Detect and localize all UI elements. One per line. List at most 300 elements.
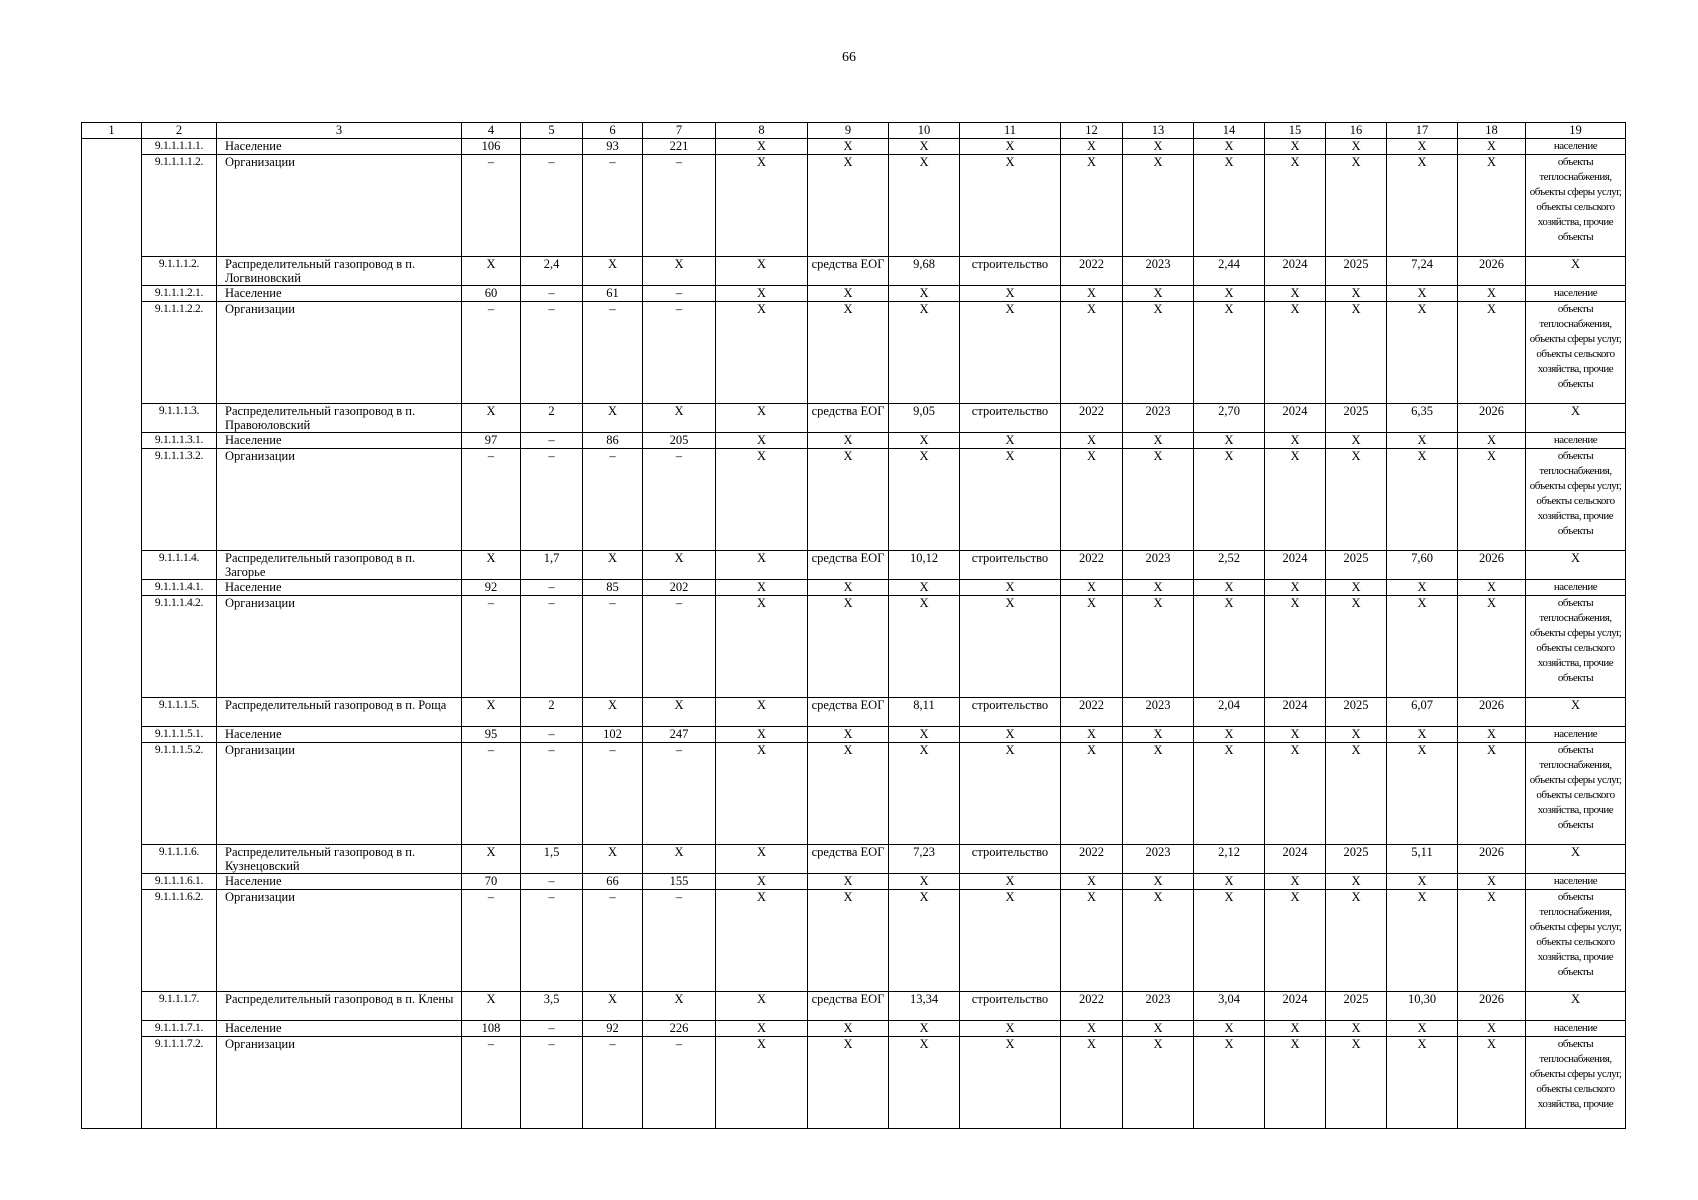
table-cell: 2025 xyxy=(1326,257,1387,286)
table-cell: – xyxy=(521,580,583,596)
table-cell: Х xyxy=(1265,596,1326,698)
table-cell: Х xyxy=(808,286,889,302)
table-cell: Х xyxy=(1387,596,1458,698)
table-cell: Х xyxy=(960,727,1061,743)
table-row xyxy=(82,743,1626,845)
table-cell: Х xyxy=(643,992,716,1021)
table-cell: 5,11 xyxy=(1387,845,1458,874)
table-cell: Х xyxy=(1387,580,1458,596)
table-cell: 2026 xyxy=(1458,845,1526,874)
row-code: 9.1.1.1.5.2. xyxy=(142,743,217,845)
table-cell: Х xyxy=(1326,580,1387,596)
table-row xyxy=(82,1037,1626,1129)
table-cell: – xyxy=(462,1037,521,1129)
table-cell: 10,12 xyxy=(889,551,960,580)
table-cell: Х xyxy=(716,286,808,302)
table-cell: Х xyxy=(716,302,808,404)
table-row xyxy=(82,874,1626,890)
table-cell: Х xyxy=(889,1037,960,1129)
table-cell: Х xyxy=(1458,580,1526,596)
row-code: 9.1.1.1.7.1. xyxy=(142,1021,217,1037)
table-cell: Х xyxy=(1326,1037,1387,1129)
table-cell: Х xyxy=(1387,890,1458,992)
table-cell: Х xyxy=(1265,155,1326,257)
table-cell: Х xyxy=(716,449,808,551)
table-cell: Х xyxy=(1123,302,1194,404)
table-cell: средства ЕОГ xyxy=(808,845,889,874)
table-cell: – xyxy=(643,155,716,257)
table-cell: Х xyxy=(1326,743,1387,845)
row-name: Организации xyxy=(217,302,462,404)
table-row xyxy=(82,449,1626,551)
row-code: 9.1.1.1.3.1. xyxy=(142,433,217,449)
table-cell: – xyxy=(643,302,716,404)
table-row xyxy=(82,551,1626,580)
table-cell: Х xyxy=(1526,845,1626,874)
row-name: Население xyxy=(217,580,462,596)
table-cell: 7,23 xyxy=(889,845,960,874)
table-cell: – xyxy=(462,302,521,404)
table-cell: – xyxy=(462,743,521,845)
table-row xyxy=(82,992,1626,1021)
table-row xyxy=(82,433,1626,449)
table-cell: Х xyxy=(1387,433,1458,449)
table-cell: Х xyxy=(1061,596,1123,698)
table-cell: Х xyxy=(716,580,808,596)
header-cell: 9 xyxy=(808,123,889,139)
header-cell: 8 xyxy=(716,123,808,139)
table-cell: Х xyxy=(1123,580,1194,596)
table-cell: 97 xyxy=(462,433,521,449)
table-cell: Х xyxy=(1265,890,1326,992)
table-cell: Х xyxy=(1265,727,1326,743)
table-cell: 95 xyxy=(462,727,521,743)
header-cell: 5 xyxy=(521,123,583,139)
table-cell: 2026 xyxy=(1458,992,1526,1021)
row-name: Распределительный газопровод в п. Роща xyxy=(217,698,462,727)
table-cell: Х xyxy=(1194,890,1265,992)
table-cell: – xyxy=(521,1021,583,1037)
table-cell: Х xyxy=(889,874,960,890)
table-cell: 6,35 xyxy=(1387,404,1458,433)
table-cell: Х xyxy=(1387,1037,1458,1129)
table-cell: 2024 xyxy=(1265,404,1326,433)
table-cell: Х xyxy=(1458,433,1526,449)
table-cell: Х xyxy=(716,890,808,992)
row-code: 9.1.1.1.2.1. xyxy=(142,286,217,302)
table-cell: Х xyxy=(1326,139,1387,155)
table-cell: Х xyxy=(583,551,643,580)
table-cell: 60 xyxy=(462,286,521,302)
table-cell: Х xyxy=(960,1021,1061,1037)
header-cell: 1 xyxy=(82,123,142,139)
row-code: 9.1.1.1.7.2. xyxy=(142,1037,217,1129)
row-code: 9.1.1.1.4.1. xyxy=(142,580,217,596)
table-cell: Х xyxy=(960,155,1061,257)
table-row xyxy=(82,302,1626,404)
table-cell: 6,07 xyxy=(1387,698,1458,727)
table-cell: 2025 xyxy=(1326,992,1387,1021)
row-code: 9.1.1.1.3.2. xyxy=(142,449,217,551)
table-cell: – xyxy=(643,1037,716,1129)
table-cell: Х xyxy=(808,449,889,551)
table-cell: Х xyxy=(716,727,808,743)
table-cell: строительство xyxy=(960,845,1061,874)
table-cell: 93 xyxy=(583,139,643,155)
row-name: Организации xyxy=(217,155,462,257)
table-cell: 70 xyxy=(462,874,521,890)
table-row xyxy=(82,845,1626,874)
table-row xyxy=(82,1021,1626,1037)
row-name: Население xyxy=(217,139,462,155)
table-cell: население xyxy=(1526,580,1626,596)
table-cell: Х xyxy=(1194,433,1265,449)
table-cell: Х xyxy=(1061,727,1123,743)
table-cell: Х xyxy=(889,727,960,743)
table-cell: – xyxy=(521,596,583,698)
table-cell: Х xyxy=(462,845,521,874)
table-cell: 61 xyxy=(583,286,643,302)
table-cell: Х xyxy=(1123,155,1194,257)
table-cell: Х xyxy=(716,698,808,727)
table-cell: Х xyxy=(1265,433,1326,449)
table-row xyxy=(82,890,1626,992)
row-name: Организации xyxy=(217,449,462,551)
table-row xyxy=(82,257,1626,286)
data-table xyxy=(81,122,1626,1129)
table-cell: 202 xyxy=(643,580,716,596)
table-cell: – xyxy=(643,286,716,302)
table-cell: 221 xyxy=(643,139,716,155)
table-cell: Х xyxy=(1194,580,1265,596)
table-cell: средства ЕОГ xyxy=(808,257,889,286)
table-cell: 7,24 xyxy=(1387,257,1458,286)
table-cell: средства ЕОГ xyxy=(808,551,889,580)
table-cell: 9,05 xyxy=(889,404,960,433)
table-cell: Х xyxy=(1326,890,1387,992)
table-cell: средства ЕОГ xyxy=(808,404,889,433)
table-cell: Х xyxy=(1194,1037,1265,1129)
table-cell: 2,70 xyxy=(1194,404,1265,433)
row-name: Население xyxy=(217,286,462,302)
table-row xyxy=(82,404,1626,433)
table-cell: 85 xyxy=(583,580,643,596)
table-row xyxy=(82,698,1626,727)
table-cell: Х xyxy=(889,286,960,302)
table-cell: строительство xyxy=(960,404,1061,433)
row-code: 9.1.1.1.6. xyxy=(142,845,217,874)
table-cell: Х xyxy=(1061,1021,1123,1037)
table-cell: Х xyxy=(1194,874,1265,890)
header-cell: 14 xyxy=(1194,123,1265,139)
table-cell: Х xyxy=(960,302,1061,404)
table-cell: Х xyxy=(1458,302,1526,404)
table-cell: Х xyxy=(1194,155,1265,257)
table-cell: – xyxy=(583,302,643,404)
table-cell: Х xyxy=(643,404,716,433)
table-cell: Х xyxy=(1458,1021,1526,1037)
table-cell: Х xyxy=(960,139,1061,155)
table-cell: 2023 xyxy=(1123,257,1194,286)
table-cell: Х xyxy=(1458,1037,1526,1129)
table-cell: Х xyxy=(808,139,889,155)
table-cell: Х xyxy=(583,845,643,874)
table-cell: Х xyxy=(1061,139,1123,155)
table-cell: – xyxy=(643,449,716,551)
table-cell: Х xyxy=(808,727,889,743)
table-cell: 3,5 xyxy=(521,992,583,1021)
table-cell: Х xyxy=(462,992,521,1021)
table-cell: 2022 xyxy=(1061,992,1123,1021)
row-code: 9.1.1.1.1.2. xyxy=(142,155,217,257)
table-cell: 92 xyxy=(462,580,521,596)
table-cell: Х xyxy=(1387,155,1458,257)
table-cell: население xyxy=(1526,1021,1626,1037)
table-cell: Х xyxy=(808,155,889,257)
table-cell: Х xyxy=(716,1021,808,1037)
table-cell: – xyxy=(521,890,583,992)
table-cell: Х xyxy=(1326,433,1387,449)
table-cell: Х xyxy=(643,845,716,874)
table-cell: – xyxy=(521,1037,583,1129)
table-cell: Х xyxy=(1123,286,1194,302)
table-cell: – xyxy=(643,890,716,992)
table-cell: 7,60 xyxy=(1387,551,1458,580)
table-cell: Х xyxy=(1526,257,1626,286)
table-cell: – xyxy=(583,596,643,698)
header-cell: 7 xyxy=(643,123,716,139)
table-cell: Х xyxy=(1458,596,1526,698)
row-name: Население xyxy=(217,727,462,743)
table-cell: 247 xyxy=(643,727,716,743)
table-cell: 2025 xyxy=(1326,404,1387,433)
table-cell: Х xyxy=(583,698,643,727)
table-cell: Х xyxy=(1265,580,1326,596)
table-cell: – xyxy=(521,449,583,551)
table-cell: – xyxy=(462,596,521,698)
table-row xyxy=(82,596,1626,698)
row-name: Население xyxy=(217,433,462,449)
table-cell: Х xyxy=(960,580,1061,596)
table-cell: 102 xyxy=(583,727,643,743)
table-cell: – xyxy=(462,155,521,257)
table-cell: 10,30 xyxy=(1387,992,1458,1021)
table-cell: Х xyxy=(1326,302,1387,404)
table-cell: Х xyxy=(1387,874,1458,890)
table-cell: Х xyxy=(1194,139,1265,155)
table-cell: 2023 xyxy=(1123,551,1194,580)
table-cell: Х xyxy=(1123,1021,1194,1037)
table-cell: Х xyxy=(1194,302,1265,404)
header-cell: 19 xyxy=(1526,123,1626,139)
table-cell: 226 xyxy=(643,1021,716,1037)
row-code: 9.1.1.1.5.1. xyxy=(142,727,217,743)
table-cell: Х xyxy=(960,433,1061,449)
table-cell: 2026 xyxy=(1458,551,1526,580)
table-cell: – xyxy=(462,449,521,551)
table-cell: Х xyxy=(1061,743,1123,845)
header-cell: 11 xyxy=(960,123,1061,139)
table-cell: 3,04 xyxy=(1194,992,1265,1021)
table-cell: – xyxy=(583,1037,643,1129)
table-cell: Х xyxy=(1458,743,1526,845)
table-cell: Х xyxy=(960,874,1061,890)
table-cell: 9,68 xyxy=(889,257,960,286)
table-cell: Х xyxy=(808,874,889,890)
row-name: Распределительный газопровод в п. Загорье xyxy=(217,551,462,580)
row-name: Распределительный газопровод в п. Правоюловский xyxy=(217,404,462,433)
table-cell: 2024 xyxy=(1265,257,1326,286)
header-cell: 18 xyxy=(1458,123,1526,139)
table-cell: 2022 xyxy=(1061,551,1123,580)
row-name: Население xyxy=(217,1021,462,1037)
table-cell: Х xyxy=(1526,551,1626,580)
table-cell: Х xyxy=(1387,1021,1458,1037)
table-body xyxy=(82,123,1626,1129)
table-cell: 2022 xyxy=(1061,404,1123,433)
table-cell: Х xyxy=(889,890,960,992)
table-cell: Х xyxy=(1061,1037,1123,1129)
table-cell: объекты теплоснабжения, объекты сферы услуг, объекты сельского хозяйства, прочие объекты xyxy=(1526,155,1626,257)
table-cell: Х xyxy=(716,551,808,580)
table-cell: Х xyxy=(1061,286,1123,302)
header-cell: 3 xyxy=(217,123,462,139)
table-cell: население xyxy=(1526,433,1626,449)
table-cell: Х xyxy=(1123,433,1194,449)
table-cell: Х xyxy=(889,449,960,551)
header-cell: 2 xyxy=(142,123,217,139)
table-cell: 2,4 xyxy=(521,257,583,286)
table-cell: – xyxy=(583,449,643,551)
table-cell: объекты теплоснабжения, объекты сферы услуг, объекты сельского хозяйства, прочие объекты xyxy=(1526,596,1626,698)
row-name: Распределительный газопровод в п. Логвиновский xyxy=(217,257,462,286)
table-cell: 106 xyxy=(462,139,521,155)
table-cell: Х xyxy=(960,286,1061,302)
table-cell: Х xyxy=(1265,1037,1326,1129)
table-cell: – xyxy=(643,596,716,698)
table-cell: 2024 xyxy=(1265,698,1326,727)
table-cell: Х xyxy=(960,890,1061,992)
table-cell: Х xyxy=(1061,433,1123,449)
header-cell: 10 xyxy=(889,123,960,139)
table-cell: объекты теплоснабжения, объекты сферы услуг, объекты сельского хозяйства, прочие объекты xyxy=(1526,302,1626,404)
row-name: Организации xyxy=(217,1037,462,1129)
row-code: 9.1.1.1.2. xyxy=(142,257,217,286)
table-cell: Х xyxy=(462,551,521,580)
table-cell: Х xyxy=(1061,874,1123,890)
table-cell: Х xyxy=(1387,302,1458,404)
table-cell: Х xyxy=(1265,874,1326,890)
table-cell: Х xyxy=(960,596,1061,698)
table-row xyxy=(82,286,1626,302)
header-cell: 4 xyxy=(462,123,521,139)
table-cell: 2,52 xyxy=(1194,551,1265,580)
table-cell: Х xyxy=(1123,596,1194,698)
row-code: 9.1.1.1.6.1. xyxy=(142,874,217,890)
table-cell: Х xyxy=(960,743,1061,845)
table-cell: объекты теплоснабжения, объекты сферы услуг, объекты сельского хозяйства, прочие объекты xyxy=(1526,449,1626,551)
table-cell: Х xyxy=(808,596,889,698)
table-cell: 8,11 xyxy=(889,698,960,727)
table-cell: Х xyxy=(1123,874,1194,890)
table-cell: Х xyxy=(643,257,716,286)
table-cell: Х xyxy=(889,155,960,257)
table-cell: 108 xyxy=(462,1021,521,1037)
table-cell: Х xyxy=(1194,286,1265,302)
table-cell: Х xyxy=(1458,727,1526,743)
table-cell: 66 xyxy=(583,874,643,890)
table-cell: 92 xyxy=(583,1021,643,1037)
header-cell: 16 xyxy=(1326,123,1387,139)
row-code: 9.1.1.1.5. xyxy=(142,698,217,727)
table-cell: 2 xyxy=(521,404,583,433)
table-cell: население xyxy=(1526,874,1626,890)
table-cell: Х xyxy=(1061,580,1123,596)
table-cell: Х xyxy=(583,992,643,1021)
table-cell: – xyxy=(521,302,583,404)
table-cell: 2022 xyxy=(1061,698,1123,727)
table-cell: Х xyxy=(1123,1037,1194,1129)
table-cell: 2022 xyxy=(1061,257,1123,286)
row-code: 9.1.1.1.2.2. xyxy=(142,302,217,404)
row-name: Распределительный газопровод в п. Клены xyxy=(217,992,462,1021)
table-cell: Х xyxy=(960,449,1061,551)
table-cell xyxy=(521,139,583,155)
header-cell: 6 xyxy=(583,123,643,139)
table-cell: 2025 xyxy=(1326,845,1387,874)
header-cell: 17 xyxy=(1387,123,1458,139)
table-cell: 2,04 xyxy=(1194,698,1265,727)
table-cell: 1,7 xyxy=(521,551,583,580)
table-cell: объекты теплоснабжения, объекты сферы услуг, объекты сельского хозяйства, прочие объекты xyxy=(1526,743,1626,845)
table-cell: Х xyxy=(889,433,960,449)
table-cell: Х xyxy=(889,139,960,155)
table-cell: Х xyxy=(643,698,716,727)
table-cell: 2023 xyxy=(1123,404,1194,433)
table-cell: Х xyxy=(716,874,808,890)
table-cell: Х xyxy=(1061,890,1123,992)
table-cell: 2024 xyxy=(1265,845,1326,874)
table-cell: Х xyxy=(1326,727,1387,743)
table-cell: Х xyxy=(1123,727,1194,743)
table-cell: Х xyxy=(716,139,808,155)
table-row xyxy=(82,139,1626,155)
row-name: Организации xyxy=(217,890,462,992)
row-code: 9.1.1.1.1.1. xyxy=(142,139,217,155)
table-cell: Х xyxy=(1526,404,1626,433)
table-cell: Х xyxy=(462,404,521,433)
table-cell: Х xyxy=(1326,449,1387,551)
table-cell: население xyxy=(1526,286,1626,302)
table-cell: строительство xyxy=(960,698,1061,727)
header-cell: 12 xyxy=(1061,123,1123,139)
table-row xyxy=(82,580,1626,596)
table-cell: Х xyxy=(1326,596,1387,698)
table-cell: – xyxy=(521,286,583,302)
table-cell: Х xyxy=(462,257,521,286)
row-name: Организации xyxy=(217,743,462,845)
table-cell: объекты теплоснабжения, объекты сферы услуг, объекты сельского хозяйства, прочие объекты xyxy=(1526,890,1626,992)
table-cell: 2026 xyxy=(1458,257,1526,286)
merged-column-1-cell xyxy=(82,139,142,1129)
table-cell: Х xyxy=(716,1037,808,1129)
table-cell: Х xyxy=(1387,139,1458,155)
table-cell: 205 xyxy=(643,433,716,449)
table-cell: 2025 xyxy=(1326,551,1387,580)
row-name: Распределительный газопровод в п. Кузнецовский xyxy=(217,845,462,874)
table-cell: Х xyxy=(1458,449,1526,551)
table-cell: 2,44 xyxy=(1194,257,1265,286)
